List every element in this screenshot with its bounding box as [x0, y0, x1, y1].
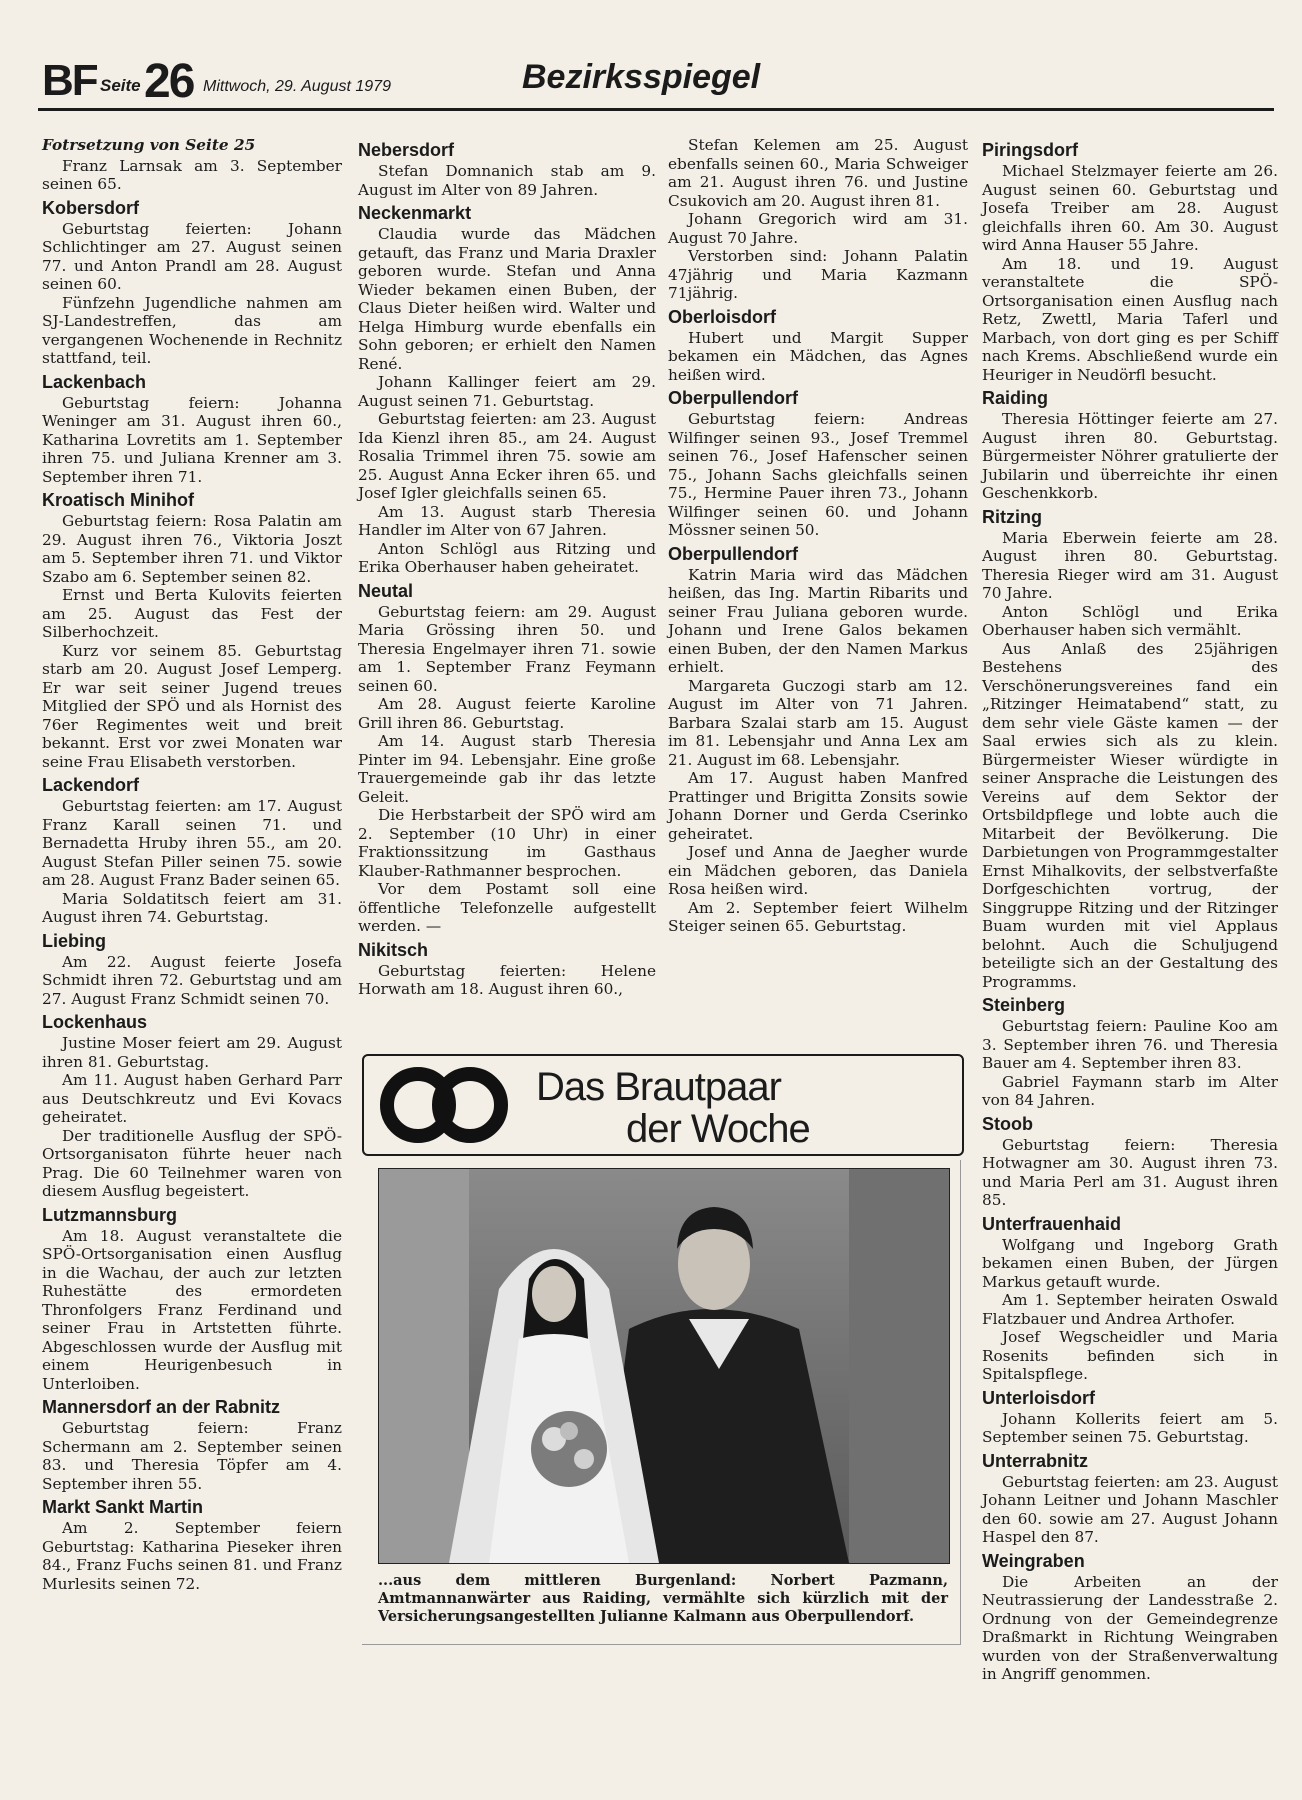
brautpaar-title	[536, 1066, 936, 1150]
place-heading: Markt Sankt Martin	[42, 1497, 204, 1517]
news-paragraph: Der traditionelle Ausflug der SPÖ-Ortsorganisaton führte heuer nach Prag. Die 60 Teilnehmer waren von diesem Ausflug begeistert.	[42, 1126, 342, 1200]
place-heading: Neutal	[358, 580, 414, 601]
news-paragraph: Am 22. August feierte Josefa Schmidt ihren 72. Geburtstag und am 27. August Franz Schmidt seinen 70.	[42, 952, 342, 1008]
news-paragraph: Johann Gregorich wird am 31. August 70 Jahre.	[668, 210, 968, 247]
news-paragraph: Gabriel Faymann starb im Alter von 84 Jahren.	[982, 1072, 1278, 1109]
header-rule	[38, 108, 1274, 111]
news-paragraph: Am 2. September feiert Wilhelm Steiger seinen 65. Geburtstag.	[668, 898, 968, 935]
news-paragraph: Anton Schlögl aus Ritzing und Erika Oberhauser haben geheiratet.	[358, 539, 656, 576]
news-paragraph: Anton Schlögl und Erika Oberhauser haben sich vermählt.	[982, 602, 1278, 639]
place-heading: Stoob	[982, 1113, 1033, 1134]
news-paragraph: Am 18. August veranstaltete die SPÖ-Ortsorganisation einen Ausflug in die Wachau, der auch zur letzten Ruhestätte des ermordeten Thronfolgers Franz Ferdinand und seiner Frau in Artstetten führte. Abgeschlossen wurde der Ausflug mit einem Heurigenbesuch in Unterloiben.	[42, 1226, 342, 1393]
news-paragraph: Maria Eberwein feierte am 28. August ihren 80. Geburtstag. Theresia Rieger wird am 31. August 70 Jahre.	[982, 528, 1278, 602]
place-heading: Kroatisch Minihof	[42, 490, 194, 510]
news-paragraph: Katrin Maria wird das Mädchen heißen, das Ing. Martin Ribarits und seiner Frau Juliana geboren wurde. Johann und Irene Galos bekamen einen Buben, der den Namen Markus erhielt.	[668, 565, 968, 676]
page-header	[38, 48, 1274, 110]
issue-date: Mittwoch, 29. August 1979	[203, 78, 391, 95]
page-number: 26	[144, 55, 194, 108]
news-paragraph: Stefan Domnanich stab am 9. August im Alter von 89 Jahren.	[358, 162, 656, 199]
place-heading: Oberpullendorf	[668, 543, 798, 564]
photo-caption: ...aus dem mittleren Burgenland: Norbert Pazmann, Amtmannanwärter aus Raiding, vermählte sich kürzlich mit der Versicherungsangestellten Julianne Kalmann aus Oberpullendorf.	[378, 1572, 948, 1625]
continuation-note: Fotrsetzung von Seite 25	[42, 136, 256, 154]
news-paragraph: Kurz vor seinem 85. Geburtstag starb am 20. August Josef Lemperg. Er war seit seiner Jugend treues Mitglied der SPÖ und als Hornist des 76er Regimentes weit und breit bekannt. Erst vor zwei Monaten war seine Frau Elisabeth verstorben.	[42, 641, 342, 771]
place-heading: Oberloisdorf	[668, 306, 777, 327]
news-paragraph: Theresia Höttinger feierte am 27. August ihren 80. Geburtstag. Bürgermeister Nöhrer gratulierte der Jubilarin und überreichte ihr einen Geschenkkorb.	[982, 410, 1278, 502]
place-heading: Nikitsch	[358, 939, 429, 960]
wedding-photo	[378, 1168, 950, 1564]
news-paragraph: Michael Stelzmayer feierte am 26. August seinen 60. Geburtstag und Josefa Treiber am 28. August gleichfalls ihren 60. Am 30. August wird Anna Hauser 55 Jahre.	[982, 162, 1278, 254]
news-paragraph: Josef Wegscheidler und Maria Rosenits befinden sich in Spitalspflege.	[982, 1328, 1278, 1383]
newspaper-logo: BF	[42, 56, 97, 105]
place-heading: Unterrabnitz	[982, 1450, 1089, 1471]
brautpaar-banner	[362, 1054, 964, 1156]
news-paragraph: Geburtstag feierten: am 17. August Franz Karall seinen 71. und Bernadetta Hruby ihren 55., am 20. August Stefan Piller seinen 75. sowie am 28. August Franz Bader seinen 65.	[42, 797, 342, 889]
news-paragraph: Margareta Guczogi starb am 12. August im Alter von 71 Jahren. Barbara Szalai starb am 15. August im 81. Lebensjahr und Anna Lex am 21. August im 68. Lebensjahr.	[668, 676, 968, 769]
news-paragraph: Maria Soldatitsch feiert am 31. August ihren 74. Geburtstag.	[42, 889, 342, 926]
news-paragraph: Geburtstag feierten: Helene Horwath am 18. August ihren 60.,	[358, 961, 656, 998]
column-3	[668, 136, 968, 936]
place-heading: Ritzing	[982, 506, 1042, 527]
news-paragraph: Justine Moser feiert am 29. August ihren 81. Geburtstag.	[42, 1034, 342, 1071]
column-4	[982, 136, 1278, 1684]
news-paragraph: Wolfgang und Ingeborg Grath bekamen einen Buben, der Jürgen Markus getauft wurde.	[982, 1235, 1278, 1291]
place-heading: Weingraben	[982, 1550, 1085, 1571]
news-paragraph: Johann Kollerits feiert am 5. September seinen 75. Geburtstag.	[982, 1409, 1278, 1446]
news-paragraph: Fünfzehn Jugendliche nahmen am SJ-Landestreffen, das am vergangenen Wochenende in Rechnitz stattfand, teil.	[42, 293, 342, 367]
news-paragraph: Geburtstag feierten: Johann Schlichtinger am 27. August seinen 77. und Anton Prandl am 28. August seinen 60.	[42, 219, 342, 293]
news-paragraph: Am 14. August starb Theresia Pinter im 94. Lebensjahr. Eine große Trauergemeinde gab ihr das letzte Geleit.	[358, 732, 656, 806]
place-heading: Unterfrauenhaid	[982, 1213, 1122, 1234]
news-paragraph: Geburtstag feiern: am 29. August Maria Grössing ihren 50. und Theresia Engelmayer ihren 71. sowie am 1. September Franz Feymann seinen 60.	[358, 602, 656, 695]
news-paragraph: Am 17. August haben Manfred Prattinger und Brigitta Zonsits sowie Johann Dorner und Gerda Cserinko geheiratet.	[668, 769, 968, 843]
news-paragraph: Geburtstag feiern: Rosa Palatin am 29. August ihren 76., Viktoria Joszt am 5. September ihren 71. und Viktor Szabo am 6. September seinen 82.	[42, 512, 342, 586]
news-paragraph: Geburtstag feiern: Franz Schermann am 2. September seinen 83. und Theresia Töpfer am 4. September ihren 55.	[42, 1419, 342, 1493]
place-heading: Kobersdorf	[42, 197, 140, 218]
news-paragraph: Am 13. August starb Theresia Handler im Alter von 67 Jahren.	[358, 502, 656, 539]
news-paragraph: Stefan Kelemen am 25. August ebenfalls seinen 60., Maria Schweiger am 21. August ihren 76. und Justine Csukovich am 20. August ihren 81.	[668, 136, 968, 210]
news-paragraph: Ernst und Berta Kulovits feierten am 25. August das Fest der Silberhochzeit.	[42, 586, 342, 641]
news-paragraph: Aus Anlaß des 25jährigen Bestehens des Verschönerungsvereines fand ein „Ritzinger Heimatabend“ statt, zu dem sehr viele Gäste kamen — der Saal erwies sich als zu klein. Bürgermeister Wieser würdigte in seiner Ansprache die Leistungen des Vereins auf dem Sektor der Ortsbildpflege und lobte auch die Mitarbeit der Bevölkerung. Die Darbietungen von Programmgestalter Ernst Mihalkovits, der selbstverfaßte Dorfgeschichten vortrug, der Singgruppe Ritzing und der Ritzinger Buam wurden mit viel Applaus belohnt. Auch die Schuljugend beteiligte sich an der Gestaltung des Programms.	[982, 639, 1278, 991]
place-heading: Unterloisdorf	[982, 1387, 1096, 1408]
place-heading: Neckenmarkt	[358, 203, 472, 223]
wedding-rings-icon	[374, 1064, 514, 1146]
section-title: Bezirksspiegel	[522, 58, 761, 96]
place-heading: Oberpullendorf	[668, 388, 798, 408]
place-heading: Piringsdorf	[982, 140, 1079, 160]
news-paragraph: Geburtstag feierten: am 23. August Ida Kienzl ihren 85., am 24. August Rosalia Trimmel ihren 75. sowie am 25. August Anna Ecker ihren 65. und Josef Igler gleichfalls seinen 65.	[358, 410, 656, 502]
column-2	[358, 136, 656, 999]
place-heading: Mannersdorf an der Rabnitz	[42, 1397, 281, 1417]
brautpaar-title-line2: der Woche	[626, 1107, 810, 1151]
news-paragraph: Hubert und Margit Supper bekamen ein Mädchen, das Agnes heißen wird.	[668, 328, 968, 384]
page-label: Seite	[100, 76, 141, 95]
news-paragraph: Vor dem Postamt soll eine öffentliche Telefonzelle aufgestellt werden. —	[358, 880, 656, 935]
news-paragraph: Am 28. August feierte Karoline Grill ihren 86. Geburtstag.	[358, 695, 656, 732]
news-paragraph: Am 11. August haben Gerhard Parr aus Deutschkreutz und Evi Kovacs geheiratet.	[42, 1071, 342, 1126]
news-paragraph: Die Arbeiten an der Neutrassierung der Landesstraße 2. Ordnung von der Gemeindegrenze Draßmarkt in Richtung Weingraben wurden von der Straßenverwaltung in Angriff genommen.	[982, 1572, 1278, 1683]
news-paragraph: Am 2. September feiern Geburtstag: Katharina Pieseker ihren 84., Franz Fuchs seinen 81. und Franz Murlesits seinen 72.	[42, 1519, 342, 1593]
place-heading: Raiding	[982, 388, 1048, 408]
place-heading: Lackenbach	[42, 371, 147, 392]
place-heading: Lutzmannsburg	[42, 1204, 177, 1225]
news-paragraph: Verstorben sind: Johann Palatin 47jährig und Maria Kazmann 71jährig.	[668, 247, 968, 302]
place-heading: Lockenhaus	[42, 1012, 148, 1032]
news-paragraph: Josef und Anna de Jaegher wurde ein Mädchen geboren, das Daniela Rosa heißen wird.	[668, 843, 968, 898]
news-paragraph: Geburtstag feiern: Johanna Weninger am 31. August ihren 60., Katharina Lovretits am 1. September ihren 75. und Juliana Krenner am 3. September ihren 71.	[42, 393, 342, 486]
column-1	[42, 136, 342, 1593]
news-paragraph: Johann Kallinger feiert am 29. August seinen 71. Geburtstag.	[358, 373, 656, 410]
news-paragraph: Geburtstag feiern: Andreas Wilfinger seinen 93., Josef Tremmel seinen 76., Josef Hafenscher seinen 75., Johann Sachs gleichfalls seinen 75., Hermine Pauer ihren 73., Johann Wilfinger seinen 60. und Johann Mössner seinen 50.	[668, 410, 968, 539]
news-paragraph: Die Herbstarbeit der SPÖ wird am 2. September (10 Uhr) in einer Fraktionssitzung im Gasthaus Klauber-Rathmanner besprochen.	[358, 806, 656, 880]
place-heading: Liebing	[42, 930, 106, 951]
place-heading: Lackendorf	[42, 775, 140, 795]
news-paragraph: Geburtstag feiern: Theresia Hotwagner am 30. August ihren 73. und Maria Perl am 31. August ihren 85.	[982, 1135, 1278, 1209]
brautpaar-title-line1: Das Brautpaar	[536, 1065, 781, 1109]
place-heading: Steinberg	[982, 995, 1066, 1015]
news-paragraph: Am 18. und 19. August veranstaltete die SPÖ-Ortsorganisation einen Ausflug nach Retz, Zwettl, Maria Taferl und Marbach, von dort ging es per Schiff nach Krems. Abschließend wurde ein Heuriger in Neudörfl besucht.	[982, 254, 1278, 384]
wedding-photo-image	[379, 1169, 949, 1563]
place-heading: Nebersdorf	[358, 140, 455, 160]
news-paragraph: Geburtstag feiern: Pauline Koo am 3. September ihren 76. und Theresia Bauer am 4. September ihren 83.	[982, 1017, 1278, 1072]
news-paragraph: Am 1. September heiraten Oswald Flatzbauer und Andrea Arthofer.	[982, 1291, 1278, 1328]
news-paragraph: Franz Larnsak am 3. September seinen 65.	[42, 156, 342, 193]
news-paragraph: Geburtstag feierten: am 23. August Johann Leitner und Johann Maschler den 60. sowie am 27. August Johann Haspel den 87.	[982, 1472, 1278, 1546]
news-paragraph: Claudia wurde das Mädchen getauft, das Franz und Maria Draxler geboren wurde. Stefan und Anna Wieder bekamen einen Buben, der Claus Dieter heißen wird. Walter und Helga Himburg wurde ebenfalls ein Sohn geboren; er erhielt den Namen René.	[358, 225, 656, 373]
